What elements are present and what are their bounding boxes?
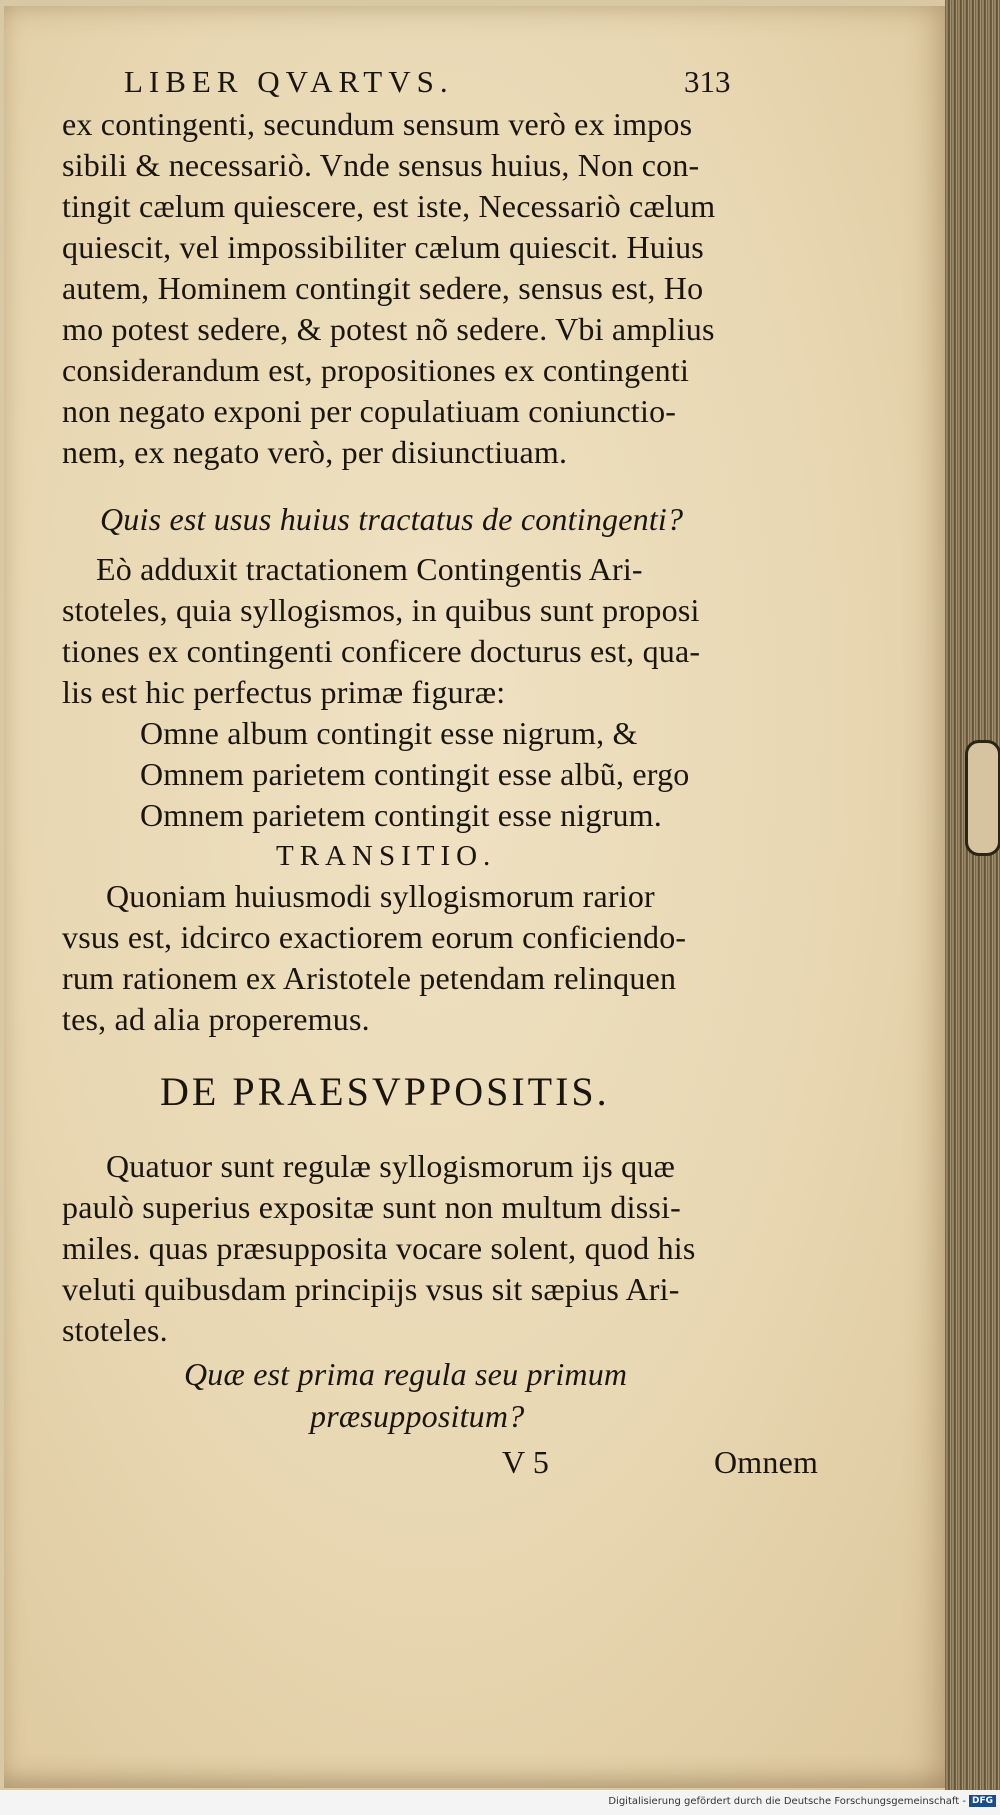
text-line: non negato exponi per copulatiuam coniunctio- <box>62 393 677 429</box>
text-line: Quoniam huiusmodi syllogismorum rarior <box>106 878 655 914</box>
text-line: stoteles. <box>62 1312 168 1348</box>
question-heading: Quæ est prima regula seu primum <box>184 1356 628 1392</box>
text-line: considerandum est, propositiones ex contingenti <box>62 352 690 388</box>
running-head: LIBER QVARTVS. <box>124 64 454 99</box>
text-line: lis est hic perfectus primæ figuræ: <box>62 674 506 710</box>
text-line: ex contingenti, secundum sensum verò ex impos <box>62 106 693 142</box>
text-line: sibili & necessariò. Vnde sensus huius, Non con- <box>62 147 700 183</box>
syllogism-line: Omne album contingit esse nigrum, & <box>140 715 638 751</box>
book-fore-edge <box>945 0 1000 1790</box>
text-line: vsus est, idcirco exactiorem eorum conficiendo- <box>62 919 687 955</box>
section-heading: DE PRAESVPPOSITIS. <box>160 1069 610 1114</box>
page-number: 313 <box>684 64 731 99</box>
digitization-credit <box>608 1795 996 1807</box>
question-heading: Quis est usus huius tractatus de contingenti? <box>100 501 684 537</box>
text-line: autem, Hominem contingit sedere, sensus est, Ho <box>62 270 704 306</box>
text-line: rum rationem ex Aristotele petendam relinquen <box>62 960 677 996</box>
book-page <box>4 6 954 1788</box>
text-line: stoteles, quia syllogismos, in quibus sunt proposi <box>62 592 700 628</box>
text-line: veluti quibusdam principijs vsus sit sæpius Ari- <box>62 1271 680 1307</box>
text-line: paulò superius expositæ sunt non multum dissi- <box>62 1189 681 1225</box>
page-header <box>124 64 844 108</box>
signature-mark: V 5 <box>502 1444 550 1480</box>
text-line: Eò adduxit tractationem Contingentis Ari- <box>96 551 643 587</box>
syllogism-line: Omnem parietem contingit esse albũ, ergo <box>140 756 690 792</box>
transitio-heading: TRANSITIO. <box>276 840 497 872</box>
text-line: tingit cælum quiescere, est iste, Necessariò cælum <box>62 188 716 224</box>
text-line: mo potest sedere, & potest nõ sedere. Vbi amplius <box>62 311 715 347</box>
clasp-ring <box>965 740 1000 856</box>
syllogism-line: Omnem parietem contingit esse nigrum. <box>140 797 662 833</box>
text-line: tiones ex contingenti conficere docturus est, qua- <box>62 633 701 669</box>
text-line: nem, ex negato verò, per disiunctiuam. <box>62 434 568 470</box>
text-line: quiescit, vel impossibiliter cælum quiescit. Huius <box>62 229 704 265</box>
catchword: Omnem <box>714 1444 819 1480</box>
text-line: Quatuor sunt regulæ syllogismorum ijs quæ <box>106 1148 676 1184</box>
text-line: miles. quas præsupposita vocare solent, quod his <box>62 1230 696 1266</box>
text-line: tes, ad alia properemus. <box>62 1001 370 1037</box>
question-heading: præsuppositum? <box>310 1398 525 1434</box>
dfg-logo: DFG <box>969 1795 996 1807</box>
credit-text: Digitalisierung gefördert durch die Deutsche Forschungsgemeinschaft - <box>608 1795 966 1807</box>
